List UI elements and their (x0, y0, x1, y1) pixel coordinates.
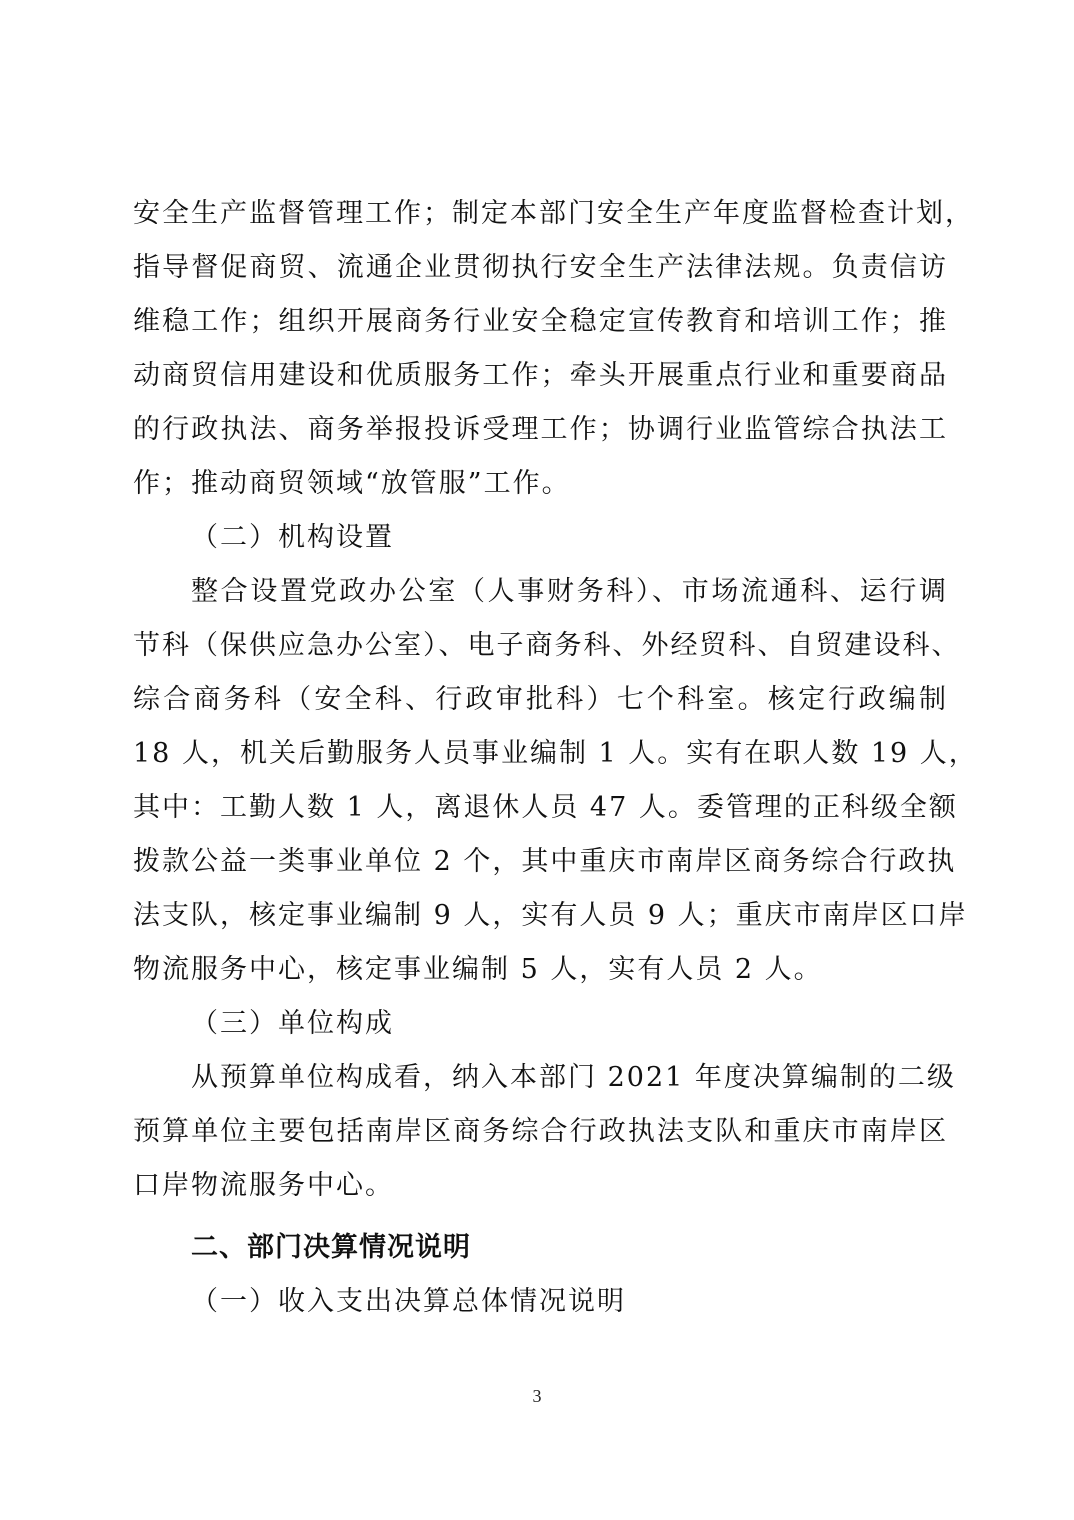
paragraph-unit-composition (133, 1051, 956, 1213)
text-line: 综合商务科（安全科、行政审批科）七个科室。核定行政编制 (133, 684, 948, 715)
text-line: 18 人，机关后勤服务人员事业编制 1 人。实有在职人数 19 人， (133, 738, 978, 769)
paragraph-organization (133, 565, 978, 997)
text-line: 动商贸信用建设和优质服务工作；牵头开展重点行业和重要商品 (133, 360, 948, 391)
spacer (133, 1213, 948, 1221)
text-line: 维稳工作；组织开展商务行业安全稳定宣传教育和培训工作；推 (133, 306, 948, 337)
text-line: 安全生产监督管理工作；制定本部门安全生产年度监督检查计划， (133, 198, 974, 229)
text-line: 其中：工勤人数 1 人，离退休人员 47 人。委管理的正科级全额 (133, 792, 958, 823)
text-line: 作；推动商贸领域“放管服”工作。 (133, 468, 571, 499)
chapter-heading: 二、部门决算情况说明 (191, 1232, 471, 1263)
text-line: 整合设置党政办公室（人事财务科）、市场流通科、运行调 (191, 576, 948, 607)
page-number: 3 (532, 1386, 542, 1406)
document-body (133, 187, 978, 1329)
paragraph-duties (133, 187, 974, 511)
text-line: 物流服务中心，核定事业编制 5 人，实有人员 2 人。 (133, 954, 823, 985)
section-heading-revenue-expenditure: （一）收入支出决算总体情况说明 (191, 1286, 626, 1317)
text-line: 预算单位主要包括南岸区商务综合行政执法支队和重庆市南岸区 (133, 1116, 948, 1147)
text-line: 节科（保供应急办公室）、电子商务科、外经贸科、自贸建设科、 (133, 630, 961, 661)
text-line: 的行政执法、商务举报投诉受理工作；协调行业监管综合执法工 (133, 414, 948, 445)
text-line: 从预算单位构成看，纳入本部门 2021 年度决算编制的二级 (191, 1062, 956, 1093)
text-line: 拨款公益一类事业单位 2 个，其中重庆市南岸区商务综合行政执 (133, 846, 957, 877)
section-heading-organization: （二）机构设置 (191, 522, 394, 553)
section-heading-unit-composition: （三）单位构成 (191, 1008, 394, 1039)
text-line: 法支队，核定事业编制 9 人，实有人员 9 人；重庆市南岸区口岸 (133, 900, 968, 931)
text-line: 指导督促商贸、流通企业贯彻执行安全生产法律法规。负责信访 (133, 252, 948, 283)
text-line: 口岸物流服务中心。 (133, 1170, 394, 1201)
